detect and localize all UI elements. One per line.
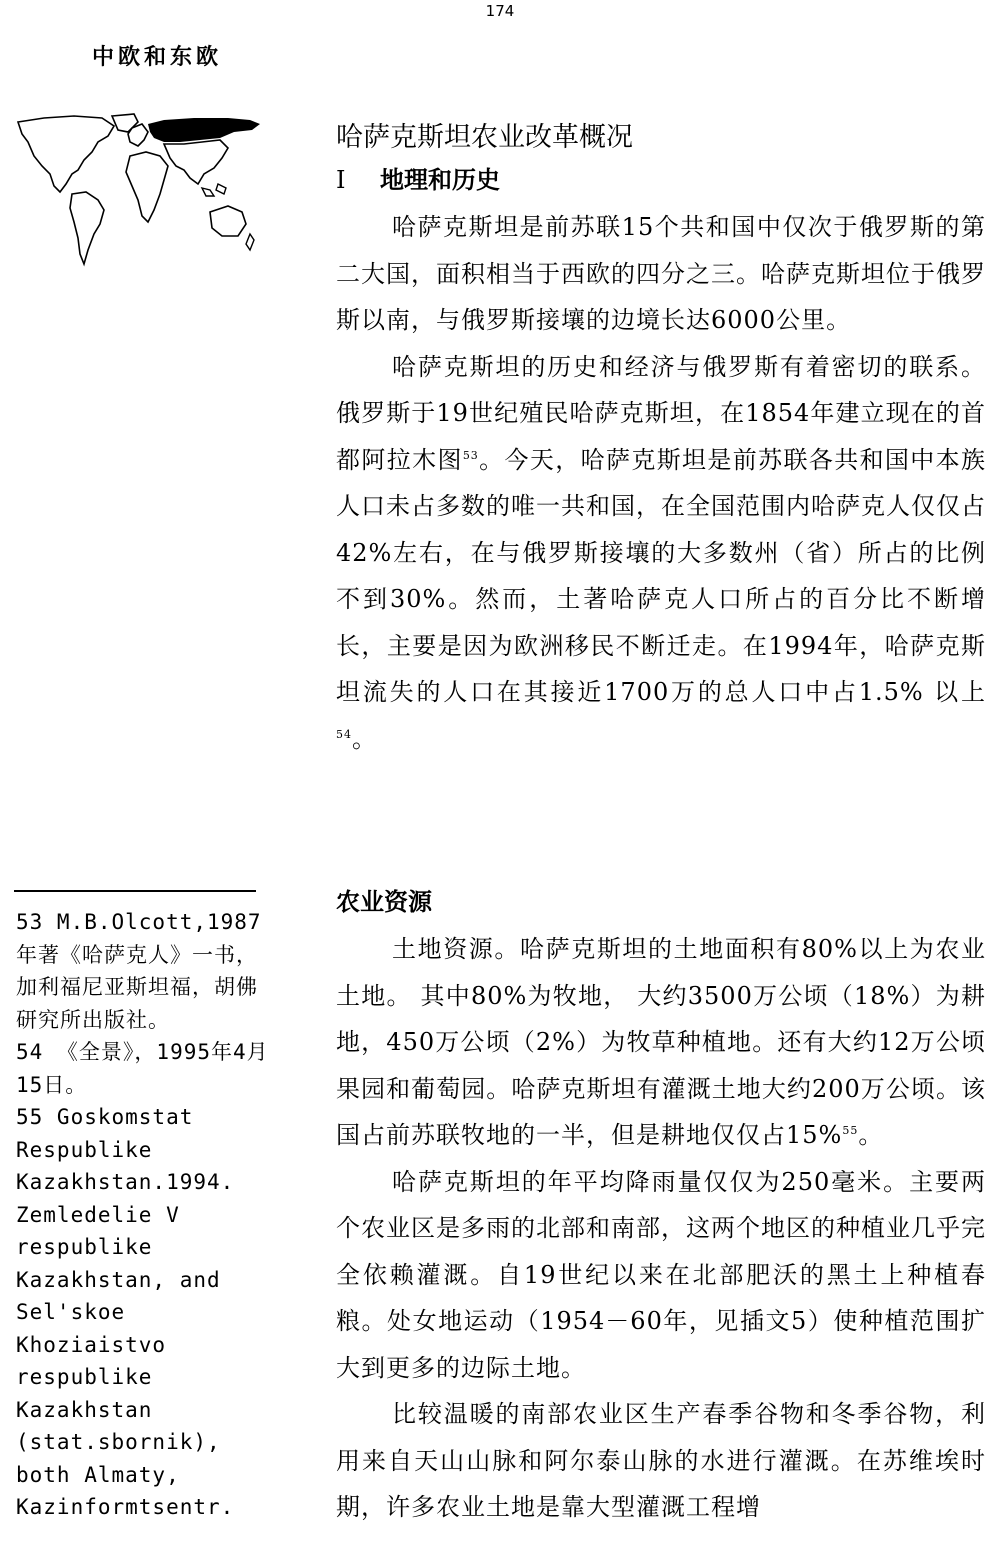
paragraph-history	[336, 344, 986, 763]
footnote-55: 55 Goskomstat Respublike Kazakhstan.1994. Zemledelie V respublike Kazakhstan, and Sel'skoe Khoziaistvo respublike Kazakhstan (stat.sbornik), both Almaty, Kazinformtsentr.	[16, 1105, 235, 1519]
paragraph-south: 比较温暖的南部农业区生产春季谷物和冬季谷物，利用来自天山山脉和阿尔泰山脉的水进行灌溉。在苏维埃时期，许多农业土地是靠大型灌溉工程增	[336, 1400, 986, 1521]
footnote-ref-53[interactable]: 53	[462, 448, 479, 462]
section-heading-text: 地理和历史	[380, 165, 500, 194]
paragraph-text: 土地资源。哈萨克斯坦的土地面积有80%以上为农业土地。 其中80%为牧地， 大约3500万公顷（18%）为耕地，450万公顷（2%）为牧草种植地。还有大约12万公顷果园和葡萄园。哈萨克斯坦有灌溉土地大约200万公顷。该国占前苏联牧地的一半，但是耕地仅仅占15%	[336, 935, 986, 1149]
paragraph-land	[336, 926, 986, 1159]
footnote-54: 54 《全景》，1995年4月15日。	[16, 1040, 269, 1097]
section-number: I	[336, 166, 346, 194]
page-number: 174	[485, 2, 515, 20]
paragraph-text: 哈萨克斯坦的历史和经济与俄罗斯有着密切的联系。俄罗斯于19世纪殖民哈萨克斯坦，在1854年建立现在的首都阿拉木图	[336, 352, 986, 474]
world-map-icon	[14, 112, 264, 272]
footnote-ref-55[interactable]: 55	[842, 1124, 859, 1137]
section-heading-geography	[336, 160, 986, 200]
footnote-ref-54[interactable]: 54	[336, 727, 352, 741]
footnote-divider	[14, 890, 256, 892]
paragraph-geography: 哈萨克斯坦是前苏联15个共和国中仅次于俄罗斯的第二大国，面积相当于西欧的四分之三。哈萨克斯坦位于俄罗斯以南，与俄罗斯接壤的边境长达6000公里。	[336, 213, 986, 334]
paragraph-text: 。	[352, 724, 377, 753]
main-column	[336, 118, 986, 762]
section-label: 中欧和东欧	[92, 44, 223, 70]
agriculture-section	[336, 880, 986, 1531]
paragraph-rainfall: 哈萨克斯坦的年平均降雨量仅仅为250毫米。主要两个农业区是多雨的北部和南部，这两个地区的种植业几乎完全依赖灌溉。自19世纪以来在北部肥沃的黑土上种植春粮。处女地运动（1954－60年，见插文5）使种植范围扩大到更多的边际土地。	[336, 1167, 986, 1382]
paragraph-text: 。今天，哈萨克斯坦是前苏联各共和国中本族人口未占多数的唯一共和国，在全国范围内哈萨克人仅仅占42%左右，在与俄罗斯接壤的大多数州（省）所占的比例不到30%。然而，土著哈萨克人口所占的百分比不断增长，主要是因为欧洲移民不断迁走。在1994年，哈萨克斯坦流失的人口在其接近1700万的总人口中占1.5% 以上	[336, 445, 987, 706]
footnotes	[16, 906, 278, 1524]
section-heading-agriculture: 农业资源	[336, 887, 432, 916]
footnote-53: 53 M.B.Olcott,1987年著《哈萨克人》一书，加利福尼亚斯坦福，胡佛研究所出版社。	[16, 910, 262, 1032]
paragraph-text: 。	[858, 1121, 884, 1149]
article-title: 哈萨克斯坦农业改革概况	[336, 122, 633, 153]
